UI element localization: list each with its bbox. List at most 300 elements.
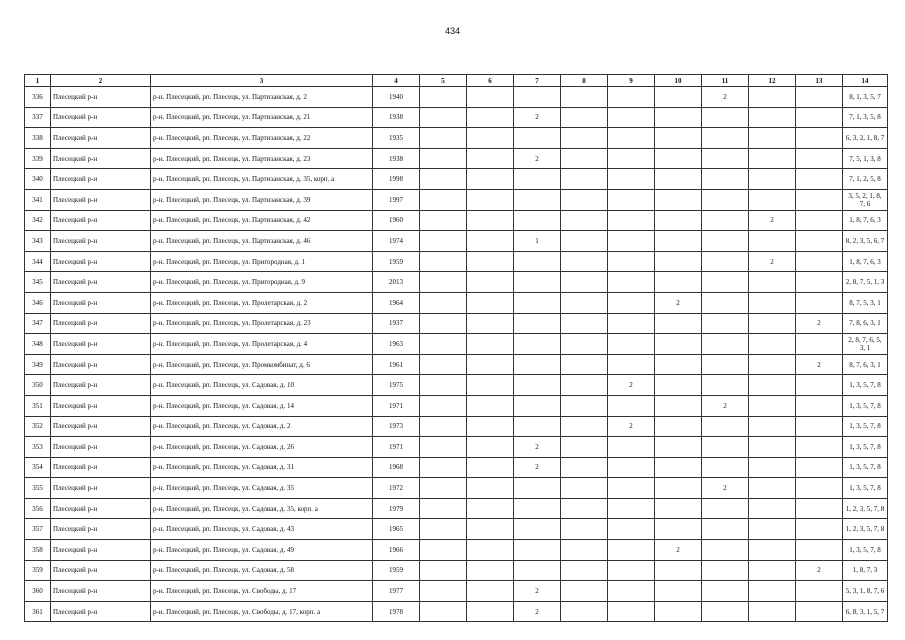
cell-col-3: р-н. Плесецкий, рп. Плесецк, ул. Промкомбинат, д. 6: [151, 354, 373, 375]
cell-col-5: [420, 272, 467, 293]
cell-col-6: [467, 519, 514, 540]
cell-col-5: [420, 354, 467, 375]
cell-col-5: [420, 395, 467, 416]
cell-col-12: [749, 560, 796, 581]
cell-col-9: [608, 334, 655, 355]
cell-col-10: [655, 519, 702, 540]
table-row: [25, 581, 888, 602]
cell-col-13: [796, 395, 843, 416]
cell-col-6: [467, 581, 514, 602]
cell-col-11: [702, 231, 749, 252]
cell-col-9: [608, 478, 655, 499]
cell-col-3: р-н. Плесецкий, рп. Плесецк, ул. Садовая, д. 10: [151, 375, 373, 396]
cell-col-4: 1965: [373, 519, 420, 540]
table-row: [25, 478, 888, 499]
cell-col-12: [749, 375, 796, 396]
cell-col-13: [796, 148, 843, 169]
cell-col-6: [467, 540, 514, 561]
cell-col-8: [561, 519, 608, 540]
cell-col-11: [702, 272, 749, 293]
cell-col-3: р-н. Плесецкий, рп. Плесецк, ул. Садовая, д. 31: [151, 457, 373, 478]
cell-col-5: [420, 128, 467, 149]
cell-col-1: 343: [25, 231, 51, 252]
cell-col-14: 5, 3, 1, 8, 7, 6: [843, 581, 888, 602]
cell-col-8: [561, 375, 608, 396]
column-header-4: 4: [373, 75, 420, 87]
column-header-11: 11: [702, 75, 749, 87]
cell-col-6: [467, 601, 514, 622]
cell-col-8: [561, 395, 608, 416]
cell-col-9: [608, 148, 655, 169]
column-header-2: 2: [51, 75, 151, 87]
cell-col-12: [749, 231, 796, 252]
cell-col-4: 1963: [373, 334, 420, 355]
cell-col-1: 347: [25, 313, 51, 334]
cell-col-13: [796, 540, 843, 561]
table-row: [25, 128, 888, 149]
cell-col-7: [514, 416, 561, 437]
cell-col-9: [608, 169, 655, 190]
cell-col-8: [561, 416, 608, 437]
cell-col-10: [655, 375, 702, 396]
cell-col-7: 2: [514, 581, 561, 602]
cell-col-9: [608, 354, 655, 375]
cell-col-14: 3, 5, 2, 1, 8, 7, 6: [843, 189, 888, 210]
column-header-3: 3: [151, 75, 373, 87]
cell-col-2: Плесецкий р-н: [51, 313, 151, 334]
cell-col-1: 360: [25, 581, 51, 602]
cell-col-7: [514, 87, 561, 108]
cell-col-12: [749, 395, 796, 416]
cell-col-9: [608, 231, 655, 252]
cell-col-5: [420, 292, 467, 313]
cell-col-8: [561, 231, 608, 252]
table-row: [25, 601, 888, 622]
cell-col-12: [749, 540, 796, 561]
cell-col-12: [749, 128, 796, 149]
cell-col-12: [749, 313, 796, 334]
cell-col-11: 2: [702, 87, 749, 108]
cell-col-8: [561, 334, 608, 355]
cell-col-12: [749, 107, 796, 128]
column-header-13: 13: [796, 75, 843, 87]
cell-col-9: [608, 457, 655, 478]
cell-col-14: 7, 8, 6, 3, 1: [843, 313, 888, 334]
cell-col-8: [561, 128, 608, 149]
column-header-9: 9: [608, 75, 655, 87]
column-header-5: 5: [420, 75, 467, 87]
column-header-14: 14: [843, 75, 888, 87]
cell-col-1: 338: [25, 128, 51, 149]
cell-col-2: Плесецкий р-н: [51, 189, 151, 210]
cell-col-9: [608, 560, 655, 581]
cell-col-12: [749, 519, 796, 540]
cell-col-7: [514, 292, 561, 313]
cell-col-11: [702, 375, 749, 396]
cell-col-11: 2: [702, 395, 749, 416]
cell-col-8: [561, 87, 608, 108]
cell-col-6: [467, 437, 514, 458]
cell-col-5: [420, 148, 467, 169]
cell-col-7: 2: [514, 107, 561, 128]
cell-col-5: [420, 498, 467, 519]
cell-col-10: [655, 231, 702, 252]
cell-col-13: [796, 251, 843, 272]
cell-col-10: [655, 251, 702, 272]
cell-col-10: 2: [655, 292, 702, 313]
cell-col-12: [749, 581, 796, 602]
cell-col-2: Плесецкий р-н: [51, 498, 151, 519]
cell-col-10: [655, 210, 702, 231]
cell-col-3: р-н. Плесецкий, рп. Плесецк, ул. Садовая, д. 35, корп. а: [151, 498, 373, 519]
table-row: [25, 354, 888, 375]
cell-col-13: [796, 334, 843, 355]
cell-col-4: 1968: [373, 457, 420, 478]
cell-col-1: 344: [25, 251, 51, 272]
cell-col-12: [749, 457, 796, 478]
cell-col-7: [514, 334, 561, 355]
cell-col-1: 356: [25, 498, 51, 519]
cell-col-7: [514, 272, 561, 293]
cell-col-4: 1975: [373, 375, 420, 396]
cell-col-10: [655, 395, 702, 416]
cell-col-14: 7, 1, 2, 5, 8: [843, 169, 888, 190]
cell-col-13: [796, 437, 843, 458]
cell-col-13: [796, 519, 843, 540]
table-row: [25, 251, 888, 272]
cell-col-2: Плесецкий р-н: [51, 107, 151, 128]
cell-col-12: [749, 437, 796, 458]
cell-col-8: [561, 437, 608, 458]
cell-col-14: 2, 8, 7, 5, 1, 3: [843, 272, 888, 293]
cell-col-8: [561, 560, 608, 581]
cell-col-2: Плесецкий р-н: [51, 87, 151, 108]
cell-col-9: [608, 292, 655, 313]
cell-col-5: [420, 189, 467, 210]
cell-col-13: [796, 292, 843, 313]
cell-col-13: [796, 457, 843, 478]
cell-col-3: р-н. Плесецкий, рп. Плесецк, ул. Партизанская, д. 23: [151, 148, 373, 169]
cell-col-3: р-н. Плесецкий, рп. Плесецк, ул. Партизанская, д. 2: [151, 87, 373, 108]
cell-col-1: 353: [25, 437, 51, 458]
page-number: 434: [444, 26, 461, 36]
cell-col-8: [561, 210, 608, 231]
cell-col-14: 7, 5, 1, 3, 8: [843, 148, 888, 169]
cell-col-12: [749, 334, 796, 355]
cell-col-8: [561, 581, 608, 602]
cell-col-1: 357: [25, 519, 51, 540]
cell-col-9: [608, 395, 655, 416]
cell-col-8: [561, 478, 608, 499]
cell-col-7: [514, 540, 561, 561]
cell-col-4: 1973: [373, 416, 420, 437]
cell-col-1: 351: [25, 395, 51, 416]
cell-col-2: Плесецкий р-н: [51, 395, 151, 416]
cell-col-7: 1: [514, 231, 561, 252]
table-row: [25, 560, 888, 581]
table-row: [25, 334, 888, 355]
cell-col-2: Плесецкий р-н: [51, 519, 151, 540]
cell-col-5: [420, 437, 467, 458]
cell-col-2: Плесецкий р-н: [51, 354, 151, 375]
cell-col-12: [749, 601, 796, 622]
cell-col-14: 1, 8, 7, 6, 3: [843, 210, 888, 231]
cell-col-12: [749, 169, 796, 190]
cell-col-13: [796, 498, 843, 519]
cell-col-13: [796, 231, 843, 252]
cell-col-14: 1, 8, 7, 3: [843, 560, 888, 581]
table-row: [25, 210, 888, 231]
cell-col-6: [467, 148, 514, 169]
cell-col-9: [608, 107, 655, 128]
cell-col-6: [467, 87, 514, 108]
cell-col-14: 8, 1, 3, 5, 7: [843, 87, 888, 108]
cell-col-7: [514, 210, 561, 231]
cell-col-4: 1938: [373, 107, 420, 128]
cell-col-8: [561, 540, 608, 561]
cell-col-2: Плесецкий р-н: [51, 437, 151, 458]
cell-col-13: 2: [796, 560, 843, 581]
cell-col-3: р-н. Плесецкий, рп. Плесецк, ул. Партизанская, д. 35, корп. а: [151, 169, 373, 190]
cell-col-10: [655, 601, 702, 622]
cell-col-12: [749, 87, 796, 108]
cell-col-11: [702, 416, 749, 437]
cell-col-4: 1938: [373, 148, 420, 169]
cell-col-1: 337: [25, 107, 51, 128]
cell-col-5: [420, 581, 467, 602]
column-header-10: 10: [655, 75, 702, 87]
table-row: [25, 457, 888, 478]
cell-col-3: р-н. Плесецкий, рп. Плесецк, ул. Садовая, д. 49: [151, 540, 373, 561]
table-row: [25, 437, 888, 458]
cell-col-7: 2: [514, 457, 561, 478]
cell-col-6: [467, 272, 514, 293]
cell-col-1: 336: [25, 87, 51, 108]
cell-col-10: [655, 169, 702, 190]
cell-col-4: 1974: [373, 231, 420, 252]
cell-col-1: 350: [25, 375, 51, 396]
column-header-12: 12: [749, 75, 796, 87]
cell-col-3: р-н. Плесецкий, рп. Плесецк, ул. Садовая, д. 43: [151, 519, 373, 540]
cell-col-3: р-н. Плесецкий, рп. Плесецк, ул. Садовая, д. 35: [151, 478, 373, 499]
cell-col-6: [467, 210, 514, 231]
cell-col-3: р-н. Плесецкий, рп. Плесецк, ул. Свободы, д. 17: [151, 581, 373, 602]
cell-col-1: 352: [25, 416, 51, 437]
cell-col-10: 2: [655, 540, 702, 561]
cell-col-11: [702, 581, 749, 602]
cell-col-11: [702, 601, 749, 622]
cell-col-8: [561, 251, 608, 272]
cell-col-4: 1935: [373, 128, 420, 149]
cell-col-5: [420, 87, 467, 108]
table-row: [25, 313, 888, 334]
table-row: [25, 148, 888, 169]
cell-col-5: [420, 210, 467, 231]
cell-col-11: [702, 251, 749, 272]
cell-col-6: [467, 231, 514, 252]
cell-col-3: р-н. Плесецкий, рп. Плесецк, ул. Садовая, д. 58: [151, 560, 373, 581]
cell-col-5: [420, 540, 467, 561]
cell-col-2: Плесецкий р-н: [51, 478, 151, 499]
cell-col-6: [467, 395, 514, 416]
cell-col-5: [420, 375, 467, 396]
cell-col-2: Плесецкий р-н: [51, 231, 151, 252]
cell-col-13: [796, 272, 843, 293]
cell-col-4: 1998: [373, 169, 420, 190]
cell-col-7: [514, 128, 561, 149]
cell-col-4: 1964: [373, 292, 420, 313]
cell-col-9: [608, 581, 655, 602]
cell-col-4: 2013: [373, 272, 420, 293]
cell-col-14: 2, 8, 7, 6, 5, 3, 1: [843, 334, 888, 355]
table-row: [25, 87, 888, 108]
cell-col-14: 1, 3, 5, 7, 8: [843, 540, 888, 561]
cell-col-11: [702, 334, 749, 355]
cell-col-1: 342: [25, 210, 51, 231]
cell-col-6: [467, 416, 514, 437]
cell-col-12: [749, 498, 796, 519]
cell-col-8: [561, 601, 608, 622]
cell-col-4: 1960: [373, 210, 420, 231]
cell-col-4: 1971: [373, 395, 420, 416]
cell-col-11: [702, 519, 749, 540]
cell-col-2: Плесецкий р-н: [51, 457, 151, 478]
cell-col-1: 341: [25, 189, 51, 210]
cell-col-10: [655, 416, 702, 437]
cell-col-8: [561, 107, 608, 128]
cell-col-2: Плесецкий р-н: [51, 148, 151, 169]
cell-col-12: [749, 478, 796, 499]
cell-col-6: [467, 560, 514, 581]
cell-col-6: [467, 478, 514, 499]
cell-col-5: [420, 560, 467, 581]
cell-col-3: р-н. Плесецкий, рп. Плесецк, ул. Пролетарская, д. 2: [151, 292, 373, 313]
cell-col-9: [608, 128, 655, 149]
cell-col-10: [655, 581, 702, 602]
cell-col-1: 348: [25, 334, 51, 355]
cell-col-13: [796, 581, 843, 602]
cell-col-3: р-н. Плесецкий, рп. Плесецк, ул. Садовая, д. 2: [151, 416, 373, 437]
cell-col-12: [749, 148, 796, 169]
cell-col-10: [655, 560, 702, 581]
cell-col-11: 2: [702, 478, 749, 499]
cell-col-11: [702, 189, 749, 210]
table-row: [25, 231, 888, 252]
cell-col-3: р-н. Плесецкий, рп. Плесецк, ул. Садовая, д. 14: [151, 395, 373, 416]
cell-col-7: [514, 189, 561, 210]
cell-col-10: [655, 87, 702, 108]
cell-col-2: Плесецкий р-н: [51, 581, 151, 602]
cell-col-14: 8, 7, 5, 3, 1: [843, 292, 888, 313]
table-row: [25, 498, 888, 519]
cell-col-1: 340: [25, 169, 51, 190]
cell-col-12: [749, 189, 796, 210]
cell-col-6: [467, 457, 514, 478]
cell-col-7: 2: [514, 437, 561, 458]
cell-col-4: 1979: [373, 498, 420, 519]
cell-col-11: [702, 313, 749, 334]
cell-col-5: [420, 478, 467, 499]
table-row: [25, 375, 888, 396]
cell-col-6: [467, 292, 514, 313]
cell-col-8: [561, 292, 608, 313]
cell-col-13: [796, 601, 843, 622]
cell-col-14: 1, 3, 5, 7, 8: [843, 416, 888, 437]
cell-col-4: 1940: [373, 87, 420, 108]
cell-col-1: 359: [25, 560, 51, 581]
cell-col-12: [749, 416, 796, 437]
cell-col-7: [514, 375, 561, 396]
cell-col-4: 1972: [373, 478, 420, 499]
cell-col-11: [702, 354, 749, 375]
cell-col-6: [467, 107, 514, 128]
cell-col-5: [420, 107, 467, 128]
cell-col-14: 6, 3, 2, 1, 8, 7: [843, 128, 888, 149]
cell-col-13: [796, 478, 843, 499]
cell-col-11: [702, 540, 749, 561]
cell-col-2: Плесецкий р-н: [51, 128, 151, 149]
cell-col-1: 345: [25, 272, 51, 293]
cell-col-13: [796, 128, 843, 149]
cell-col-9: [608, 540, 655, 561]
cell-col-7: [514, 169, 561, 190]
cell-col-3: р-н. Плесецкий, рп. Плесецк, ул. Партизанская, д. 21: [151, 107, 373, 128]
cell-col-3: р-н. Плесецкий, рп. Плесецк, ул. Партизанская, д. 22: [151, 128, 373, 149]
cell-col-7: 2: [514, 148, 561, 169]
cell-col-2: Плесецкий р-н: [51, 416, 151, 437]
cell-col-13: [796, 189, 843, 210]
cell-col-1: 358: [25, 540, 51, 561]
cell-col-12: 2: [749, 210, 796, 231]
cell-col-14: 6, 8, 3, 1, 5, 7: [843, 601, 888, 622]
cell-col-1: 339: [25, 148, 51, 169]
cell-col-11: [702, 128, 749, 149]
cell-col-6: [467, 498, 514, 519]
cell-col-10: [655, 313, 702, 334]
cell-col-8: [561, 272, 608, 293]
column-header-6: 6: [467, 75, 514, 87]
cell-col-1: 354: [25, 457, 51, 478]
cell-col-6: [467, 313, 514, 334]
data-table: [24, 74, 888, 622]
cell-col-11: [702, 437, 749, 458]
cell-col-4: 1959: [373, 251, 420, 272]
cell-col-14: 1, 2, 3, 5, 7, 8: [843, 498, 888, 519]
table-row: [25, 540, 888, 561]
table-row: [25, 292, 888, 313]
cell-col-3: р-н. Плесецкий, рп. Плесецк, ул. Партизанская, д. 42: [151, 210, 373, 231]
cell-col-5: [420, 601, 467, 622]
cell-col-2: Плесецкий р-н: [51, 272, 151, 293]
cell-col-10: [655, 272, 702, 293]
cell-col-4: 1978: [373, 601, 420, 622]
cell-col-7: [514, 560, 561, 581]
table-row: [25, 519, 888, 540]
cell-col-10: [655, 354, 702, 375]
cell-col-1: 361: [25, 601, 51, 622]
cell-col-7: [514, 395, 561, 416]
cell-col-4: 1937: [373, 313, 420, 334]
cell-col-14: 1, 8, 7, 6, 3: [843, 251, 888, 272]
cell-col-9: 2: [608, 416, 655, 437]
cell-col-9: 2: [608, 375, 655, 396]
cell-col-5: [420, 416, 467, 437]
cell-col-2: Плесецкий р-н: [51, 560, 151, 581]
cell-col-9: [608, 519, 655, 540]
column-header-8: 8: [561, 75, 608, 87]
cell-col-13: [796, 210, 843, 231]
cell-col-11: [702, 169, 749, 190]
